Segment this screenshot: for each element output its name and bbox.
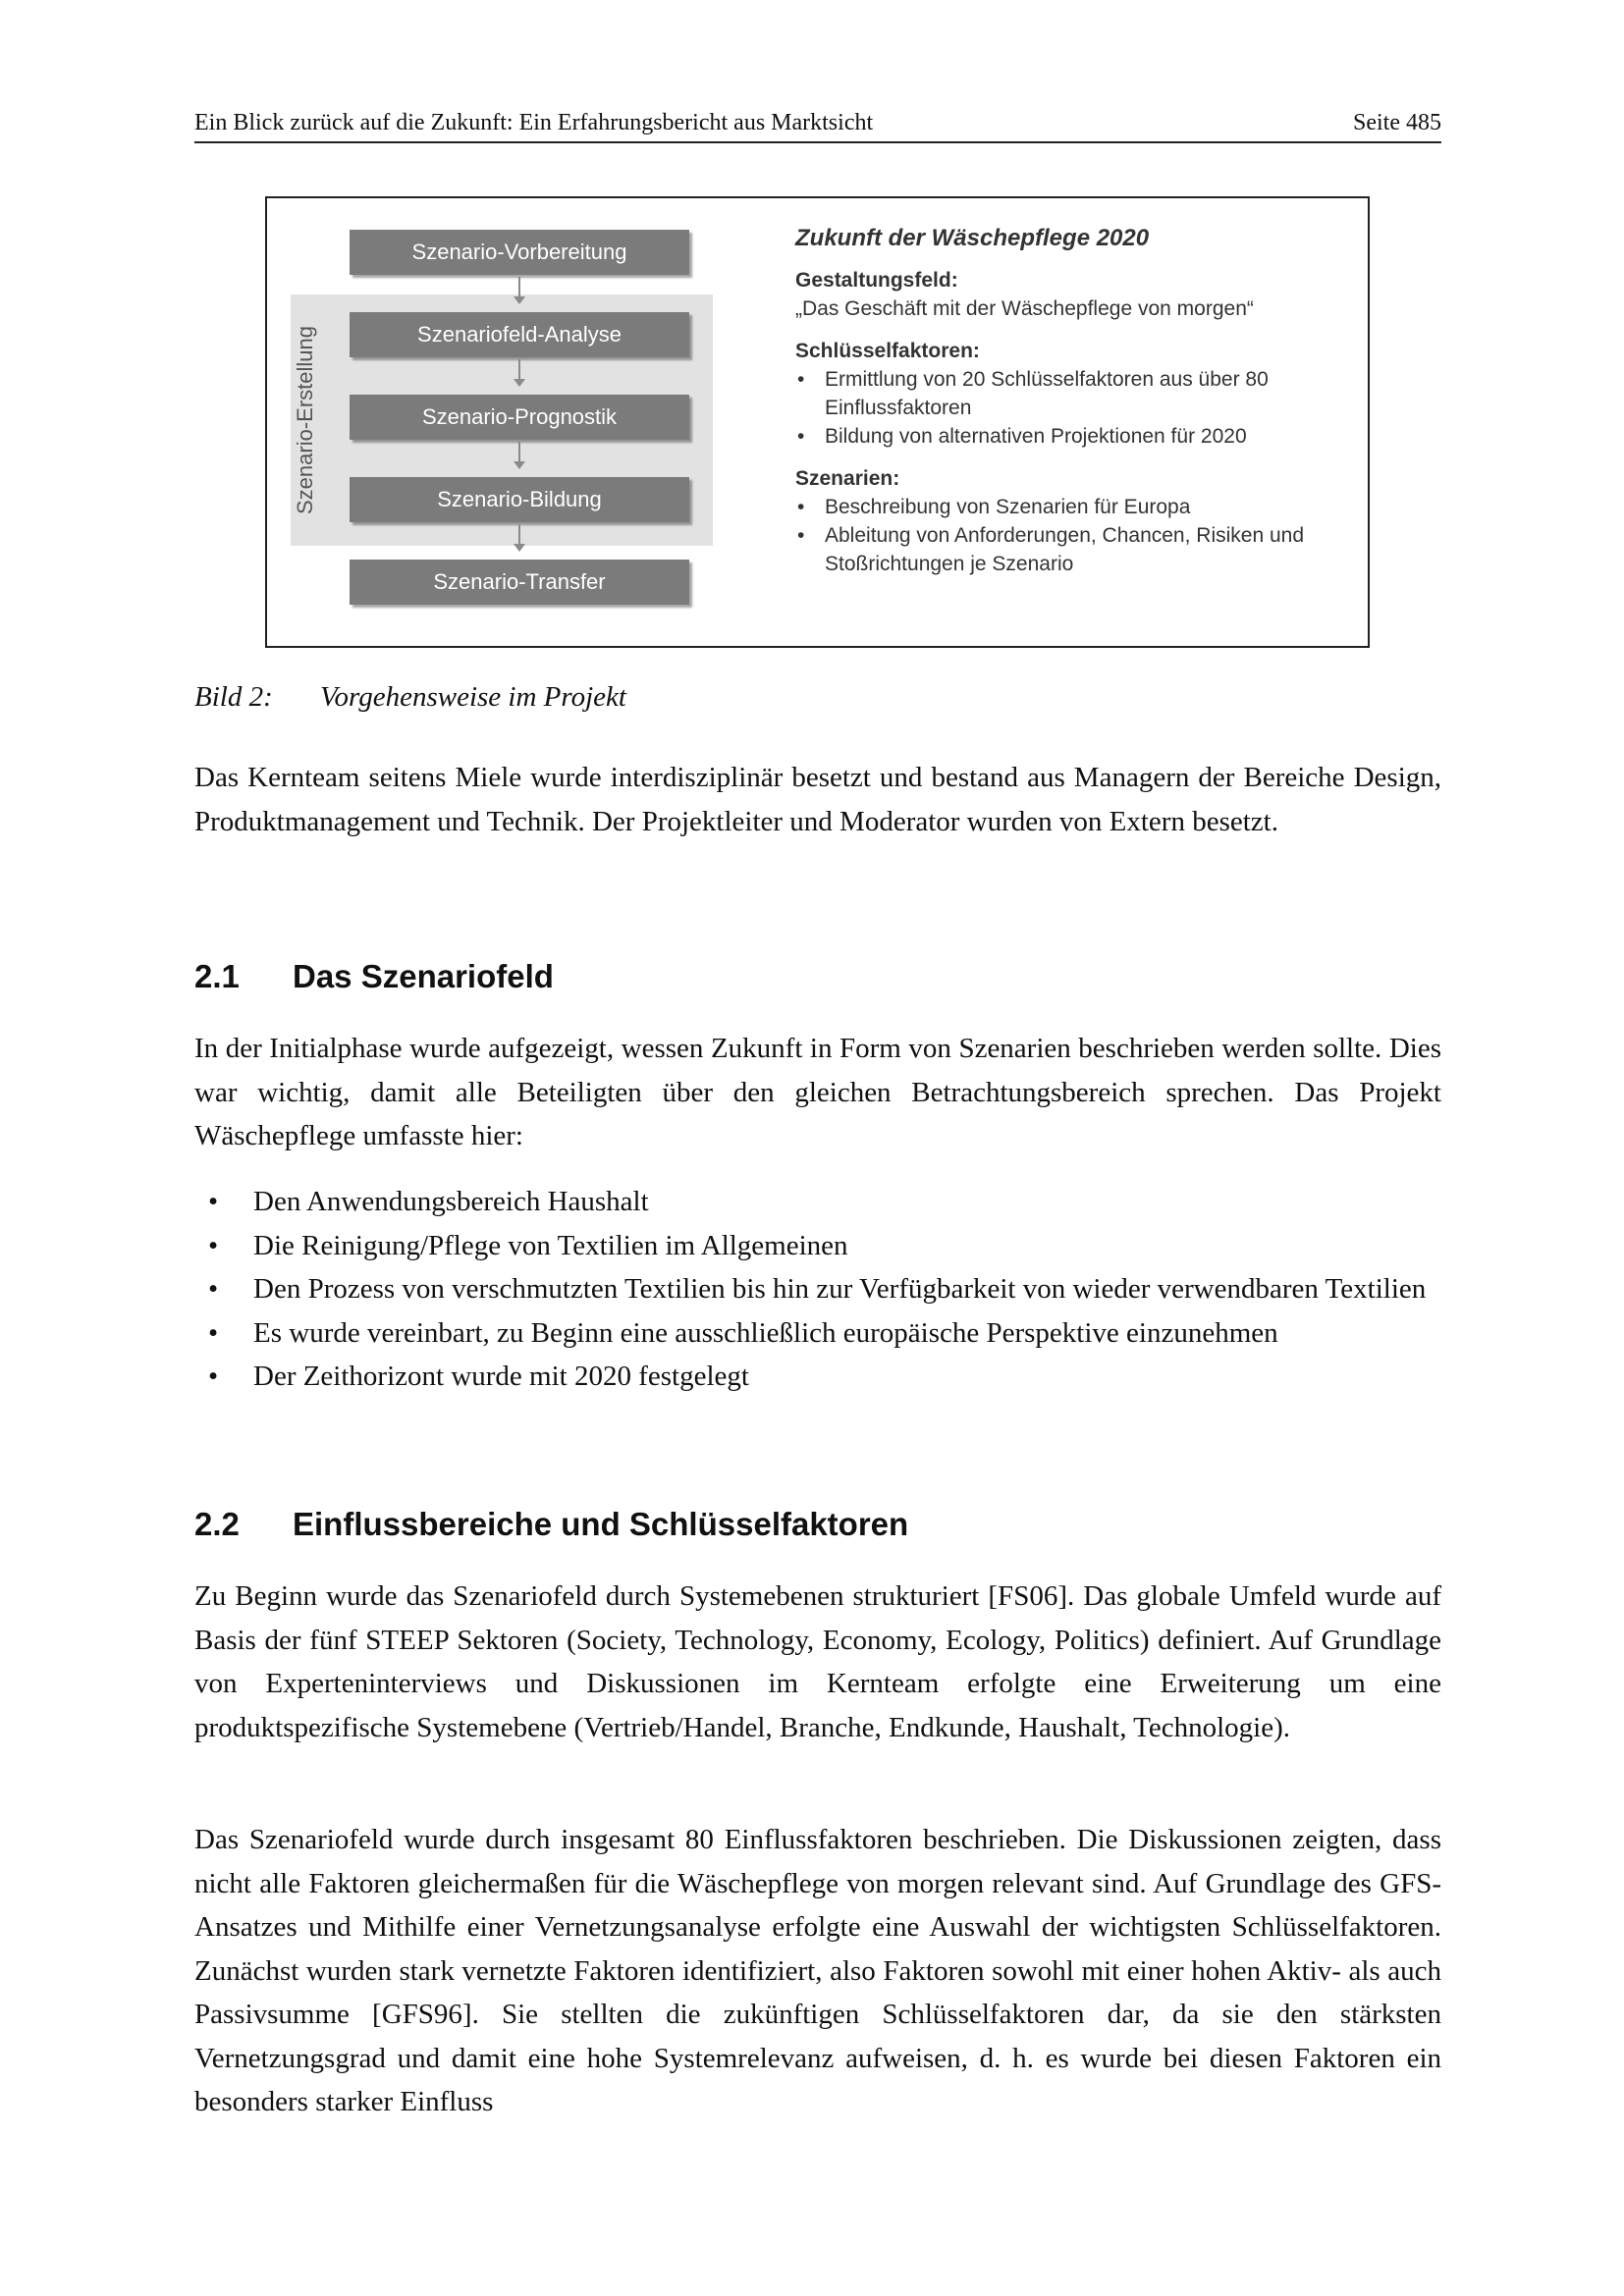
section-number: 2.1 — [194, 958, 240, 994]
scope-bullet: • Der Zeithorizont wurde mit 2020 festgelegt — [194, 1355, 1441, 1399]
figure-section-szenarien — [795, 464, 1355, 578]
figure-bullet: • Beschreibung von Szenarien für Europa — [795, 493, 1355, 521]
paragraph-initialphase: In der Initialphase wurde aufgezeigt, wessen Zukunft in Form von Szenarien beschrieben werden sollte. Dies war wichtig, damit alle Beteiligten über den gleichen Betrachtungsbereich sprechen. Das Projekt Wäschepflege umfasste hier: — [194, 1033, 1441, 1151]
paragraph-systemebenen: Zu Beginn wurde das Szenariofeld durch Systemebenen strukturiert [FS06]. Das globale Umfeld wurde auf Basis der fünf STEEP Sektoren (Society, Technology, Economy, Ecology, Politics) definiert. Auf Grundlage von Experteninterviews und Diskussionen im Kernteam erfolgte eine Erweiterung um eine produktspezifische Systemebene (Vertrieb/Handel, Branche, Endkunde, Haushalt, Technologie). — [194, 1580, 1441, 1743]
caption-number: Bild 2: — [194, 681, 273, 713]
creation-group-label — [287, 294, 324, 546]
caption-text: Vorgehensweise im Projekt — [320, 681, 626, 713]
figure-bullet: • Ermittlung von 20 Schlüsselfaktoren aus über 80 Einflussfaktoren — [795, 365, 1355, 422]
figure-section-schluesselfaktoren — [795, 337, 1355, 451]
paragraph-einflussfaktoren: Das Szenariofeld wurde durch insgesamt 80 Einflussfaktoren beschrieben. Die Diskussionen zeigten, dass nicht alle Faktoren gleichermaßen für die Wäschepflege von morgen relevant sind. Auf Grundlage des GFS-Ansatzes und Mithilfe einer Vernetzungsanalyse erfolgte eine Auswahl der wichtigsten Schlüsselfaktoren. Zunächst wurden stark vernetzte Faktoren identifiziert, also Faktoren sowohl mit einer hohen Aktiv- als auch Passivsumme [GFS96]. Sie stellten die zukünftigen Schlüsselfaktoren dar, da sie den stärksten Vernetzungsgrad und damit eine hohe Systemrelevanz aufweisen, d. h. es wurde bei diesen Faktoren ein besonders starker Einfluss — [194, 1824, 1441, 2117]
figure-title: Zukunft der Wäschepflege 2020 — [795, 225, 1150, 251]
paragraph-kernteam: Das Kernteam seitens Miele wurde interdisziplinär besetzt und bestand aus Managern der Bereiche Design, Produktmanagement und Technik. Der Projektleiter und Moderator wurden von Extern besetzt. — [194, 762, 1441, 837]
scope-bullet: • Den Anwendungsbereich Haushalt — [194, 1180, 1441, 1224]
creation-group-label-text: Szenario-Erstellung — [293, 326, 318, 514]
section-title: Das Szenariofeld — [293, 958, 554, 994]
section-heading-2-2 — [194, 1506, 908, 1543]
step-arrow-1 — [518, 277, 520, 302]
scope-bullet: • Es wurde vereinbart, zu Beginn eine ausschließlich europäische Perspektive einzunehmen — [194, 1311, 1441, 1356]
page-number: Seite 485 — [1353, 110, 1441, 135]
figure-description — [795, 224, 1355, 592]
figure-process — [265, 196, 1370, 648]
figure-section-text: „Das Geschäft mit der Wäschepflege von morgen“ — [795, 297, 1254, 320]
step-box-3: Szenario-Prognostik — [350, 395, 689, 440]
running-header — [194, 108, 1441, 143]
figure-section-heading: Gestaltungsfeld: — [795, 269, 958, 292]
step-box-2: Szenariofeld-Analyse — [350, 312, 689, 357]
step-box-5: Szenario-Transfer — [350, 560, 689, 605]
step-box-4: Szenario-Bildung — [350, 477, 689, 522]
figure-bullet-list — [795, 365, 1355, 451]
figure-caption — [194, 681, 626, 714]
figure-bullet: • Bildung von alternativen Projektionen für 2020 — [795, 422, 1355, 451]
scope-bullet: • Den Prozess von verschmutzten Textilien bis hin zur Verfügbarkeit von wieder verwendbaren Textilien — [194, 1267, 1441, 1311]
scope-bullet: • Die Reinigung/Pflege von Textilien im Allgemeinen — [194, 1224, 1441, 1268]
step-arrow-2 — [518, 359, 520, 385]
figure-section-gestaltungsfeld — [795, 266, 1355, 323]
scope-bullet-list — [194, 1180, 1441, 1399]
figure-section-heading: Szenarien: — [795, 467, 900, 490]
section-heading-2-1 — [194, 958, 554, 995]
figure-section-heading: Schlüsselfaktoren: — [795, 340, 980, 362]
section-number: 2.2 — [194, 1506, 240, 1542]
figure-bullet: • Ableitung von Anforderungen, Chancen, Risiken und Stoßrichtungen je Szenario — [795, 521, 1355, 578]
step-box-1: Szenario-Vorbereitung — [350, 230, 689, 275]
running-title: Ein Blick zurück auf die Zukunft: Ein Erfahrungsbericht aus Marktsicht — [194, 110, 874, 135]
step-arrow-3 — [518, 442, 520, 467]
figure-bullet-list — [795, 493, 1355, 578]
step-arrow-4 — [518, 524, 520, 550]
section-title: Einflussbereiche und Schlüsselfaktoren — [293, 1506, 909, 1542]
